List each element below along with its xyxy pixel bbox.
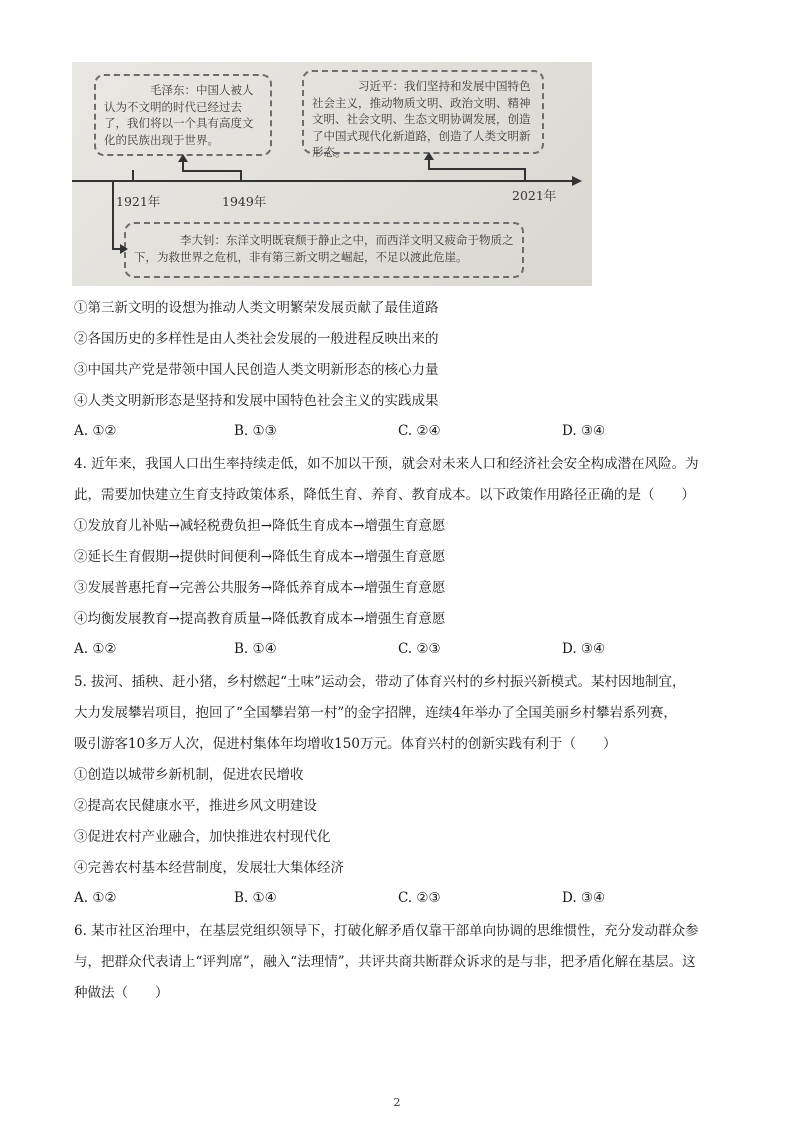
q5-stem-line-2: 大力发展攀岩项目，抱回了“全国攀岩第一村”的金字招牌，连续4年举办了全国美丽乡村攀岩系列赛， <box>74 705 677 721</box>
q4-option-b: B. ①④ <box>234 641 277 657</box>
q3-statement-1: ①第三新文明的设想为推动人类文明繁荣发展贡献了最佳道路 <box>74 300 439 316</box>
tick-1921 <box>132 170 134 182</box>
q5-stem-line-1: 5. 拔河、插秧、赶小猪，乡村燃起“土味”运动会，带动了体育兴村的乡村振兴新模式。某村因地制宜， <box>74 674 686 690</box>
q4-statement-3: ③发展普惠托育→完善公共服务→降低养育成本→增强生育意愿 <box>74 580 446 596</box>
q5-statement-2: ②提高农民健康水平，推进乡风文明建设 <box>74 798 317 814</box>
q6-stem-line-1: 6. 某市社区治理中，在基层党组织领导下，打破化解矛盾仅靠干部单向协调的思维惯性，充分发动群众参 <box>74 923 699 939</box>
xi-arrow-icon <box>424 152 434 160</box>
timeline-axis <box>72 180 574 182</box>
q3-statement-4: ④人类文明新形态是坚持和发展中国特色社会主义的实践成果 <box>74 393 439 409</box>
q6-stem-line-3: 种做法（ ） <box>74 985 169 1001</box>
q6-stem-line-2: 与，把群众代表请上“评判席”，融入“法理情”，共评共商共断群众诉求的是与非，把矛盾化解在基层。这 <box>74 954 696 970</box>
q4-stem-line-2: 此，需要加快建立生育支持政策体系，降低生育、养育、教育成本。以下政策作用路径正确的是（ ） <box>74 487 695 503</box>
q4-stem-line-1: 4. 近年来，我国人口出生率持续走低，如不加以干预，就会对未来人口和经济社会安全构成潜在风险。为 <box>74 456 699 472</box>
tick-2021 <box>524 170 526 182</box>
q3-statement-3: ③中国共产党是带领中国人民创造人类文明新形态的核心力量 <box>74 362 439 378</box>
axis-arrow-icon <box>572 176 582 186</box>
q5-option-c: C. ②③ <box>398 890 441 906</box>
q4-option-c: C. ②③ <box>398 641 441 657</box>
q4-statement-2: ②延长生育假期→提供时间便利→降低生育成本→增强生育意愿 <box>74 549 446 565</box>
xi-connector-h <box>428 168 526 170</box>
q3-option-b: B. ①③ <box>234 423 277 439</box>
q5-stem-line-3: 吸引游客10多万人次，促进村集体年均增收150万元。体育兴村的创新实践有利于（ ） <box>74 736 617 752</box>
q5-option-d: D. ③④ <box>562 890 606 906</box>
q5-option-b: B. ①④ <box>234 890 277 906</box>
q3-option-c: C. ②④ <box>398 423 441 439</box>
q4-option-d: D. ③④ <box>562 641 606 657</box>
q5-statement-1: ①创造以城带乡新机制，促进农民增收 <box>74 767 304 783</box>
q4-option-a: A. ①② <box>74 641 117 657</box>
q5-statement-4: ④完善农村基本经营制度，发展壮大集体经济 <box>74 860 344 876</box>
page-number: 2 <box>393 1096 401 1109</box>
li-arrow-icon <box>120 244 128 254</box>
q3-option-a: A. ①② <box>74 423 117 439</box>
mao-arrow-icon <box>178 154 188 162</box>
li-quote-box: 李大钊：东洋文明既衰颓于静止之中，而西洋文明又疲命于物质之下，为救世界之危机，非有第三新文明之崛起，不足以渡此危崖。 <box>124 222 524 278</box>
q5-statement-3: ③促进农村产业融合，加快推进农村现代化 <box>74 829 331 845</box>
year-2021: 2021年 <box>512 188 557 203</box>
q3-statement-2: ②各国历史的多样性是由人类社会发展的一般进程反映出来的 <box>74 331 439 347</box>
year-1921: 1921年 <box>116 194 161 209</box>
li-connector <box>112 182 114 250</box>
mao-quote-box: 毛泽东：中国人被人认为不文明的时代已经过去了，我们将以一个具有高度文化的民族出现于世界。 <box>94 74 272 156</box>
timeline-figure <box>72 62 592 286</box>
q4-statement-4: ④均衡发展教育→提高教育质量→降低教育成本→增强生育意愿 <box>74 611 446 627</box>
xi-quote-box: 习近平：我们坚持和发展中国特色社会主义，推动物质文明、政治文明、精神文明、社会文明、生态文明协调发展，创造了中国式现代化新道路，创造了人类文明新形态。 <box>302 70 544 154</box>
year-1949: 1949年 <box>222 194 267 209</box>
mao-connector-h <box>182 170 242 172</box>
q4-statement-1: ①发放育儿补贴→减轻税费负担→降低生育成本→增强生育意愿 <box>74 518 446 534</box>
q5-option-a: A. ①② <box>74 890 117 906</box>
q3-option-d: D. ③④ <box>562 423 606 439</box>
